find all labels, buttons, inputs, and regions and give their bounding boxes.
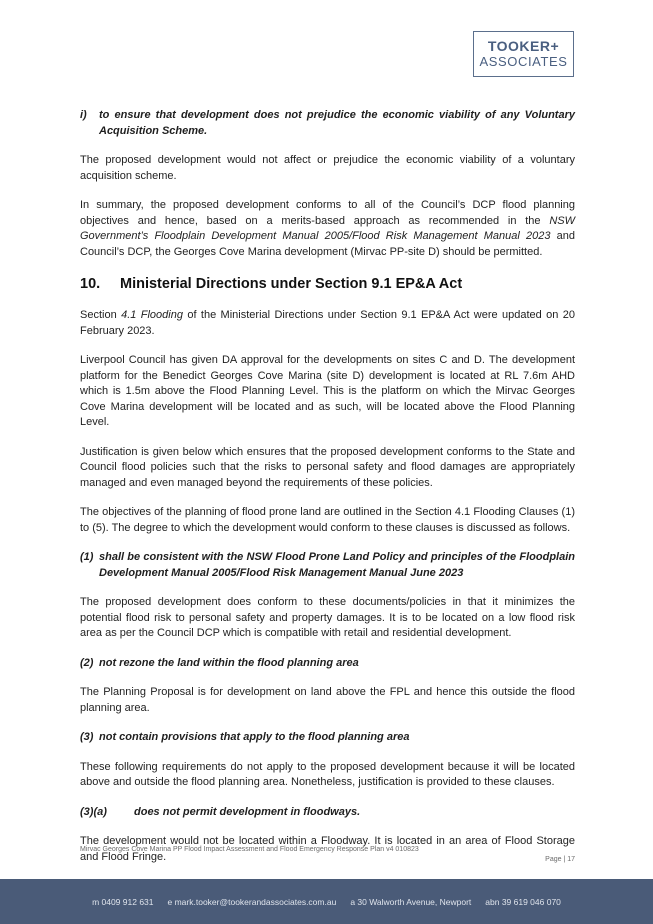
clause-heading-i: [80, 108, 575, 139]
paragraph: These following requirements do not apply to the proposed development because it will be located above and outside the flood planning area. Nonetheless, justification is provided to these clauses.: [80, 760, 575, 788]
summary-paragraph: [80, 198, 575, 260]
logo-line-2: ASSOCIATES: [479, 54, 568, 69]
paragraph: Justification is given below which ensures that the proposed development conforms to the State and Council flood policies such that the risks to personal safety and flood damages are appropriately managed and even managed beyond the requirements of these policies.: [80, 445, 575, 489]
clause-number: (2): [80, 656, 94, 669]
clause-text: to ensure that development does not prejudice the economic viability of any Voluntary Acquisition Scheme.: [99, 109, 575, 137]
paragraph: The proposed development does conform to these documents/policies in that it minimizes the potential flood risk to personal safety and property damages. It is to be located on a low flood risk area as per the Council DCP which is compatible with retail and residential development.: [80, 596, 575, 639]
clause-number: i): [80, 109, 87, 121]
section-reference: 4.1 Flooding: [121, 309, 183, 321]
logo-line-1: TOOKER+: [487, 38, 560, 54]
paragraph: The proposed development would not affect or prejudice the economic viability of a voluntary acquisition scheme.: [80, 154, 575, 182]
clause-heading-1: [80, 550, 575, 581]
footer-abn: abn 39 619 046 070: [485, 896, 561, 907]
clause-heading-3a: [80, 805, 575, 821]
clause-heading-2: [80, 656, 575, 672]
clause-number: (3)(a): [80, 805, 107, 818]
clause-text: not rezone the land within the flood planning area: [99, 656, 359, 669]
text-run: In summary, the proposed development conforms to all of the Council’s DCP flood planning objectives and hence, based on a merits-based approach as recommended in the: [80, 199, 575, 227]
page-number: Page | 17: [545, 856, 575, 863]
text-run: and Council’s DCP, the Georges Cove Marina development (Mirvac PP-site D) should be permitted.: [80, 230, 575, 258]
clause-heading-3: [80, 730, 575, 746]
text-run: Section: [80, 309, 122, 321]
clause-text: shall be consistent with the NSW Flood Prone Land Policy and principles of the Floodplain Development Manual 2005/Flood Risk Management Manual June 2023: [99, 551, 575, 579]
paragraph: The development would not be located within a Floodway. It is located in an area of Flood Storage and Flood Fringe.: [80, 835, 575, 863]
footer-mobile: m 0409 912 631: [92, 896, 154, 907]
clause-number: (3): [80, 731, 94, 743]
document-title-footer: Mirvac Georges Cove Marina PP Flood Impact Assessment and Flood Emergency Response Plan v4 010823: [80, 846, 419, 853]
clause-text: does not permit development in floodways.: [134, 805, 361, 818]
paragraph: [80, 308, 575, 339]
section-number: 10.: [80, 276, 101, 292]
paragraph: The objectives of the planning of flood prone land are outlined in the Section 4.1 Flooding Clauses (1) to (5). The degree to which the development would conform to these clauses is discussed as follows.: [80, 506, 575, 534]
paragraph: The Planning Proposal is for development on land above the FPL and hence this outside the flood planning area.: [80, 686, 575, 714]
contact-footer-bar: [0, 879, 653, 924]
clause-text: not contain provisions that apply to the flood planning area: [99, 731, 410, 743]
manual-reference: NSW Government’s Floodplain Development Manual 2005/Flood Risk Management Manual 2023: [80, 214, 575, 242]
footer-address: a 30 Walworth Avenue, Newport: [350, 896, 472, 907]
paragraph: Liverpool Council has given DA approval for the developments on sites C and D. The development platform for the Benedict Georges Cove Marina (site D) development is located at RL 7.6m AHD which is 1.5m above the Flood Planning Level. This is the platform on which the Mirvac Georges Cove Marina development will be located and as such, will be located above the Flood Planning Level.: [80, 354, 575, 428]
clause-number: (1): [80, 551, 94, 563]
text-run: of the Ministerial Directions under Section 9.1 EP&A Act were updated on 20 February 2023.: [80, 309, 576, 337]
company-logo: [473, 31, 574, 77]
section-heading: [80, 274, 575, 294]
document-body: [80, 108, 575, 879]
footer-email: e mark.tooker@tookerandassociates.com.au: [167, 896, 337, 907]
section-title: Ministerial Directions under Section 9.1 EP&A Act: [120, 276, 463, 292]
